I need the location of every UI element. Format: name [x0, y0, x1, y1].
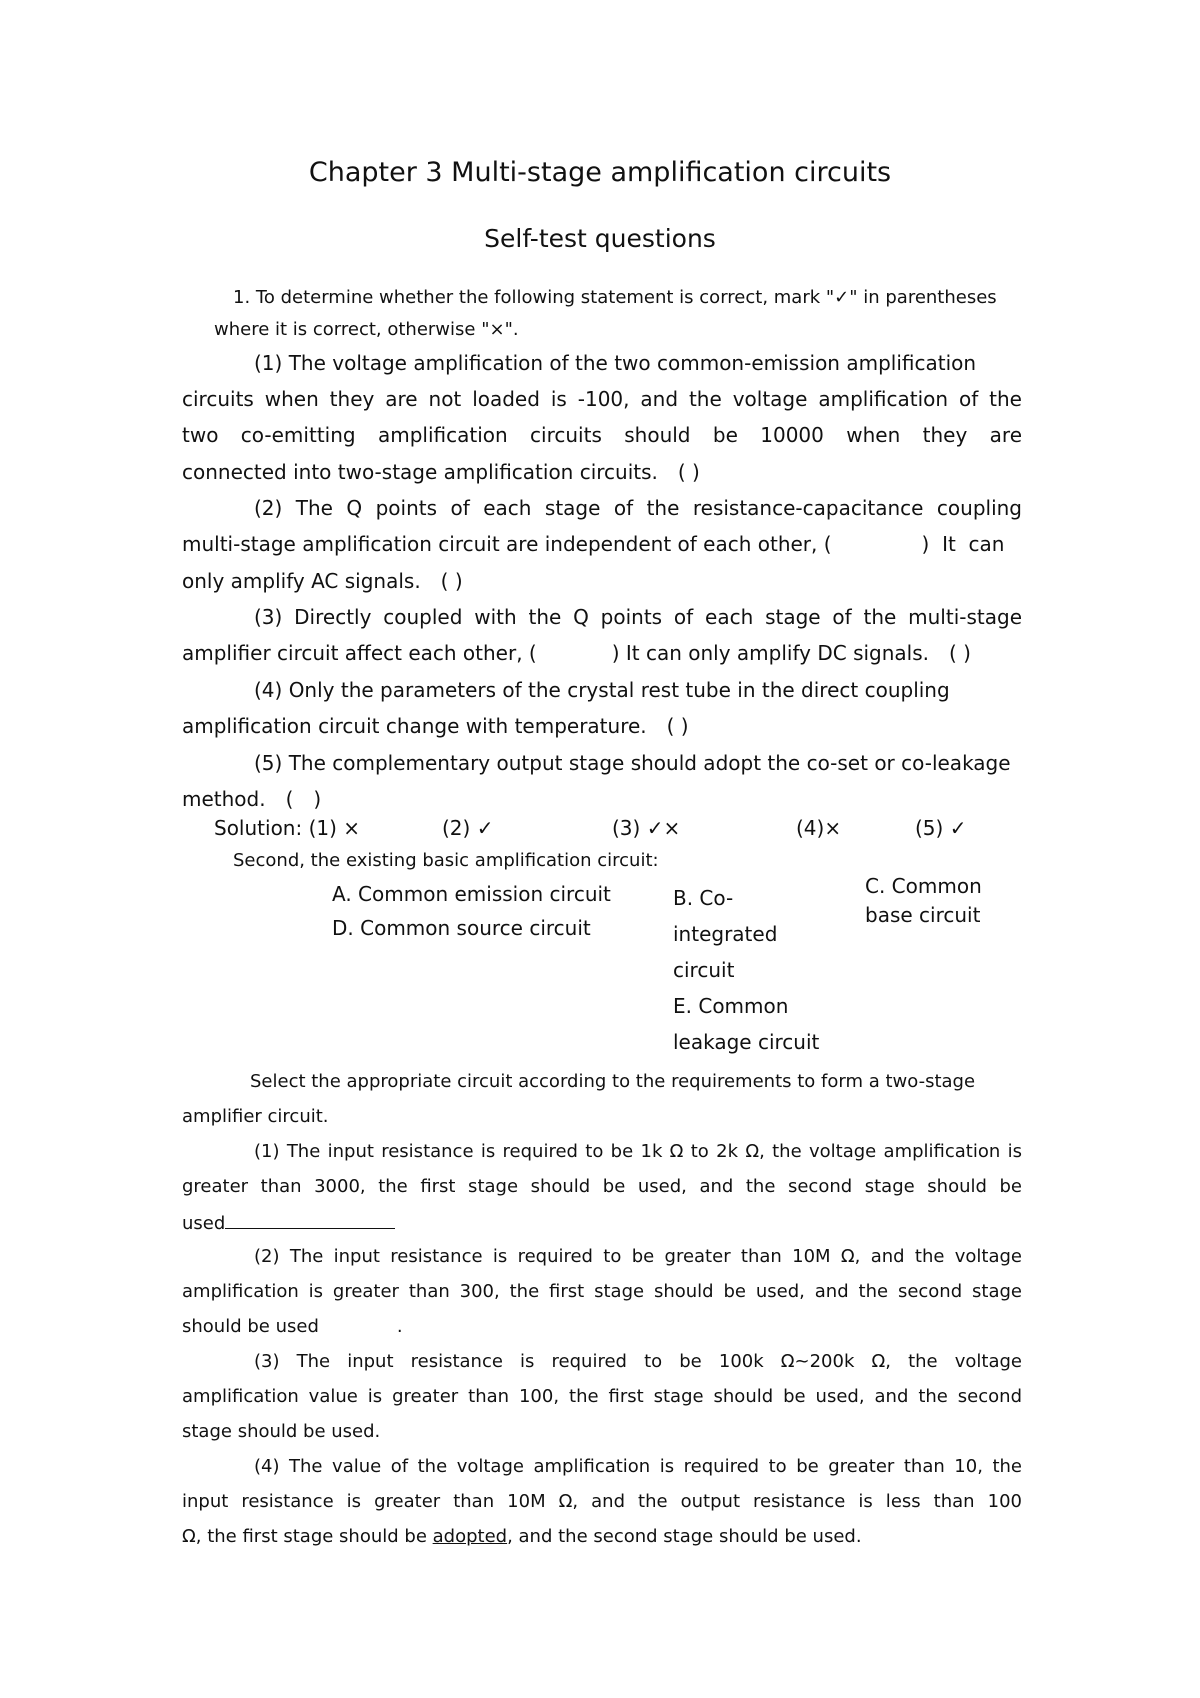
- select-line1: Select the appropriate circuit according to the requirements to form a two-stage: [250, 1071, 976, 1092]
- q1-s1-line4: connected into two-stage amplification circuits. ( ): [182, 460, 700, 484]
- r1-line3: [182, 1210, 1022, 1236]
- r4-underlined-word: adopted: [432, 1526, 508, 1547]
- solution-answer-4: (4)×: [796, 816, 842, 840]
- r2-line2: amplification is greater than 300, the first stage should be used, and the second stage: [182, 1281, 1022, 1302]
- r1-line3-text: used: [182, 1213, 226, 1234]
- r4-line3: [182, 1525, 1022, 1549]
- answer-blank-line: [225, 1210, 395, 1229]
- option-d: D. Common source circuit: [332, 916, 591, 940]
- q1-s5-line1: (5) The complementary output stage should adopt the co-set or co-leakage: [254, 751, 1011, 775]
- q1-s2-line2: [182, 532, 1022, 556]
- q1-s3-line2-end: ) It can only amplify DC signals. ( ): [611, 641, 971, 665]
- q1-s2-line2-start: multi-stage amplification circuit are independent of each other, (: [182, 532, 832, 556]
- option-c-line1: C. Common: [865, 874, 982, 898]
- r3-line1: (3) The input resistance is required to be 100k Ω~200k Ω, the voltage: [254, 1351, 1022, 1372]
- q1-s1-line1: (1) The voltage amplification of the two common-emission amplification: [254, 351, 977, 375]
- r4-line2: input resistance is greater than 10M Ω, and the output resistance is less than 100: [182, 1491, 1022, 1512]
- solution-answer-5: (5) ✓: [915, 816, 967, 840]
- r2-line3-period: .: [396, 1316, 403, 1337]
- r2-line3: [182, 1315, 1022, 1339]
- r4-line3-end: , and the second stage should be used.: [507, 1526, 862, 1547]
- q2-intro: Second, the existing basic amplification circuit:: [233, 850, 659, 871]
- q1-intro-line1: 1. To determine whether the following statement is correct, mark "✓" in parentheses: [233, 287, 997, 308]
- r1-line2: greater than 3000, the first stage should be used, and the second stage should be: [182, 1176, 1022, 1197]
- q1-s4-line2: amplification circuit change with temperature. ( ): [182, 714, 689, 738]
- r2-line1: (2) The input resistance is required to be greater than 10M Ω, and the voltage: [254, 1246, 1022, 1267]
- r4-line1: (4) The value of the voltage amplification is required to be greater than 10, the: [254, 1456, 1022, 1477]
- q1-s3-line2: [182, 641, 1022, 665]
- section-subtitle: Self-test questions: [484, 224, 716, 253]
- q1-s2-line2-end: ) It can: [921, 532, 1005, 556]
- chapter-title: Chapter 3 Multi-stage amplification circuits: [308, 157, 892, 188]
- option-b-line2: integrated: [673, 922, 778, 946]
- q1-s1-line3: two co-emitting amplification circuits should be 10000 when they are: [182, 423, 1022, 447]
- solution-label: Solution: (1) ×: [214, 816, 361, 840]
- option-c-line2: base circuit: [865, 903, 981, 927]
- solution-answer-2: (2) ✓: [442, 816, 494, 840]
- r3-line2: amplification value is greater than 100, the first stage should be used, and the second: [182, 1386, 1022, 1407]
- q1-s1-line2: circuits when they are not loaded is -100, and the voltage amplification of the: [182, 387, 1022, 411]
- select-line2: amplifier circuit.: [182, 1106, 329, 1127]
- option-b-line1: B. Co-: [673, 886, 734, 910]
- option-e-line2: leakage circuit: [673, 1030, 820, 1054]
- q1-s2-line3: only amplify AC signals. ( ): [182, 569, 463, 593]
- q1-s3-line2-start: amplifier circuit affect each other, (: [182, 641, 537, 665]
- r1-line1: (1) The input resistance is required to be 1k Ω to 2k Ω, the voltage amplification is: [254, 1141, 1022, 1162]
- r4-line3-start: Ω, the first stage should be: [182, 1526, 433, 1547]
- q1-s2-line1: (2) The Q points of each stage of the resistance-capacitance coupling: [254, 496, 1022, 520]
- r3-line3: stage should be used.: [182, 1421, 381, 1442]
- option-e-line1: E. Common: [673, 994, 789, 1018]
- option-b-line3: circuit: [673, 958, 735, 982]
- option-a: A. Common emission circuit: [332, 882, 611, 906]
- solution-answer-3: (3) ✓×: [612, 816, 681, 840]
- q1-s5-line2: method. ( ): [182, 787, 322, 811]
- q1-intro-line2: where it is correct, otherwise "×".: [214, 319, 519, 340]
- r2-line3-text: should be used: [182, 1316, 319, 1337]
- q1-s4-line1: (4) Only the parameters of the crystal rest tube in the direct coupling: [254, 678, 950, 702]
- q1-s3-line1: (3) Directly coupled with the Q points of each stage of the multi-stage: [254, 605, 1022, 629]
